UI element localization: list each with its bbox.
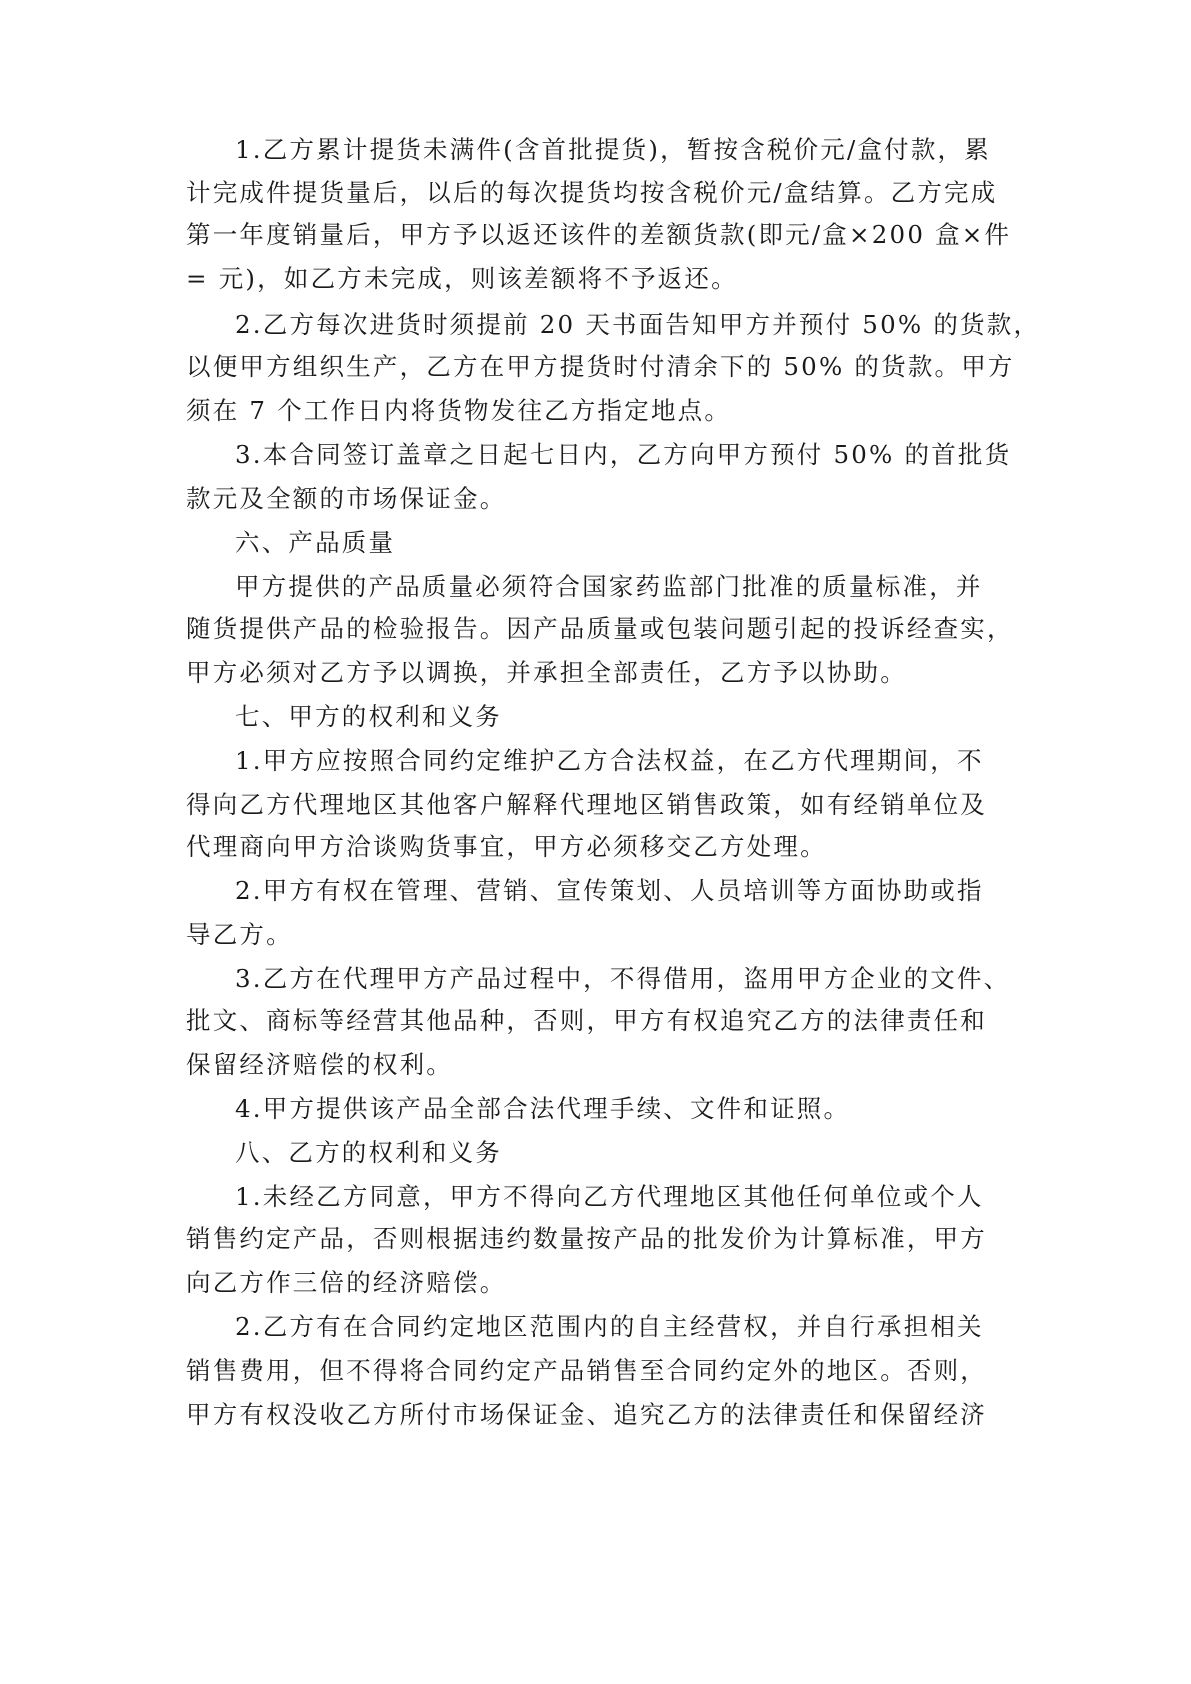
text-line: 2.乙方有在合同约定地区范围内的自主经营权，并自行承担相关 bbox=[235, 1312, 984, 1341]
text-line: 代理商向甲方洽谈购货事宜，甲方必须移交乙方处理。 bbox=[186, 832, 827, 861]
text-line: 3.乙方在代理甲方产品过程中，不得借用，盗用甲方企业的文件、 bbox=[235, 964, 1011, 993]
text-line: 销售费用，但不得将合同约定产品销售至合同约定外的地区。否则， bbox=[186, 1356, 987, 1385]
text-line: 计完成件提货量后，以后的每次提货均按含税价元/盒结算。乙方完成 bbox=[186, 178, 998, 207]
text-line: 3.本合同签订盖章之日起七日内，乙方向甲方预付 50% 的首批货 bbox=[235, 440, 1012, 469]
text-line: 甲方必须对乙方予以调换，并承担全部责任，乙方予以协助。 bbox=[186, 658, 907, 687]
text-line: 得向乙方代理地区其他客户解释代理地区销售政策，如有经销单位及 bbox=[186, 790, 987, 819]
text-line: 4.甲方提供该产品全部合法代理手续、文件和证照。 bbox=[235, 1094, 851, 1123]
section-heading: 六、产品质量 bbox=[235, 528, 396, 557]
text-line: 向乙方作三倍的经济赔偿。 bbox=[186, 1268, 507, 1297]
text-line: 第一年度销量后，甲方予以返还该件的差额货款(即元/盒×200 盒×件 bbox=[186, 220, 1012, 249]
text-line: 甲方有权没收乙方所付市场保证金、追究乙方的法律责任和保留经济 bbox=[186, 1400, 987, 1429]
text-line: 销售约定产品，否则根据违约数量按产品的批发价为计算标准，甲方 bbox=[186, 1224, 987, 1253]
text-line: 批文、商标等经营其他品种，否则，甲方有权追究乙方的法律责任和 bbox=[186, 1006, 987, 1035]
section-heading: 八、乙方的权利和义务 bbox=[235, 1138, 502, 1167]
text-line: 导乙方。 bbox=[186, 920, 293, 949]
text-line: 保留经济赔偿的权利。 bbox=[186, 1050, 453, 1079]
section-heading: 七、甲方的权利和义务 bbox=[235, 702, 502, 731]
text-line: 1.甲方应按照合同约定维护乙方合法权益，在乙方代理期间，不 bbox=[235, 746, 984, 775]
text-line: 须在 7 个工作日内将货物发往乙方指定地点。 bbox=[186, 396, 732, 425]
text-line: 2.乙方每次进货时须提前 20 天书面告知甲方并预付 50% 的货款， bbox=[235, 310, 1041, 339]
text-line: = 元)，如乙方未完成，则该差额将不予返还。 bbox=[186, 264, 738, 293]
text-line: 随货提供产品的检验报告。因产品质量或包装问题引起的投诉经查实， bbox=[186, 614, 1014, 643]
text-line: 以便甲方组织生产，乙方在甲方提货时付清余下的 50% 的货款。甲方 bbox=[186, 352, 1015, 381]
text-line: 1.乙方累计提货未满件(含首批提货)，暂按含税价元/盒付款，累 bbox=[235, 135, 991, 164]
text-line: 1.未经乙方同意，甲方不得向乙方代理地区其他任何单位或个人 bbox=[235, 1182, 984, 1211]
text-line: 2.甲方有权在管理、营销、宣传策划、人员培训等方面协助或指 bbox=[235, 876, 984, 905]
text-line: 甲方提供的产品质量必须符合国家药监部门批准的质量标准，并 bbox=[235, 572, 983, 601]
text-line: 款元及全额的市场保证金。 bbox=[186, 484, 507, 513]
